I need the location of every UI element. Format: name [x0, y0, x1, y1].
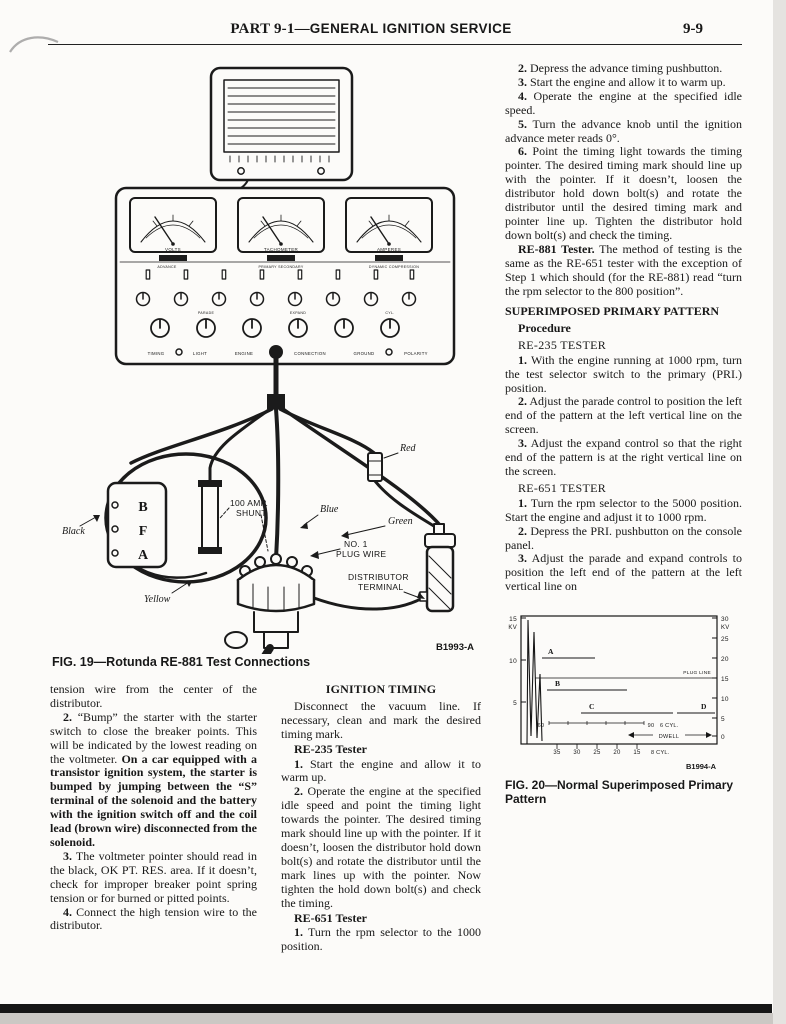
scan-bottom-bar [0, 1004, 772, 1013]
page-header [0, 20, 742, 38]
dwell-6cyl-tick-60: 60 [537, 723, 545, 730]
dwell-8cyl-tick-30: 30 [573, 750, 581, 757]
step-1 [505, 497, 742, 525]
console-knobs-row2 [151, 319, 399, 337]
plug-wire-label-line2: PLUG WIRE [336, 549, 387, 559]
step-text: Operate the engine at the specified idle speed and point the timing light towards the pointer. The desired timing mark should line up with the pointer. If it doesn’t, loosen the distributor hold down bolt(s) and rotate the distributor until the mark lines up with the pointer. Now tighten the hold down bolt(s) and check the timing. [281, 784, 482, 910]
timing-light-jack [176, 349, 182, 355]
left-tick-15: 15 [509, 616, 517, 624]
red-lead-connector [368, 453, 398, 481]
toggle-switches [146, 270, 414, 279]
step-6 [505, 145, 742, 242]
meter-label-volts: VOLTS [165, 247, 181, 252]
step-number: 2. [518, 523, 527, 538]
right-tick-25: 25 [721, 636, 729, 644]
step-text: Start the engine and allow it to warm up. [530, 74, 726, 89]
subheading-procedure: Procedure [518, 320, 571, 335]
step-number: 3. [518, 551, 527, 566]
dwell-8cyl-tick-35: 35 [553, 750, 561, 757]
right-tick-5: 5 [721, 716, 725, 724]
re881-lead: RE-881 Tester. [518, 241, 595, 256]
paragraph-re881-tester [505, 243, 742, 299]
step-number: 3. [63, 848, 72, 863]
right-tick-30: 30 [721, 616, 729, 624]
left-tick-10: 10 [509, 658, 517, 666]
plug-line-label: PLUG LINE [683, 671, 711, 677]
meter-label-tachometer: TACHOMETER [263, 247, 299, 252]
page-title: GENERAL IGNITION SERVICE [309, 21, 512, 36]
section-heading-superimposed-primary-pattern: SUPERIMPOSED PRIMARY PATTERN [505, 304, 720, 319]
scan-right-edge [773, 0, 786, 1024]
step-number: 2. [518, 394, 527, 409]
step-text: “Bump” the starter with the starter switch to close the breaker points. This will be indicated by the lowest reading on the voltmeter. [50, 709, 258, 766]
dwell-8cyl-tick-20: 20 [613, 750, 621, 757]
fig20-linework [521, 616, 717, 749]
step-number: 3. [518, 74, 527, 89]
step-number: 1. [294, 925, 303, 940]
terminal-b-label: B [138, 500, 148, 515]
column-middle [281, 683, 481, 954]
step-1 [281, 758, 481, 786]
step-text: Turn the advance knob until the ignition advance meter reads 0°. [505, 116, 742, 145]
fig19-linework [80, 68, 455, 654]
step-text: Start the engine and allow it to warm up. [281, 756, 481, 785]
left-axis-unit: KV [508, 625, 517, 632]
step-3 [50, 850, 257, 906]
step-3 [505, 552, 742, 594]
step-number: 4. [63, 904, 72, 919]
cable-wrap-band [267, 394, 285, 409]
scan-bottom-edge [0, 1013, 786, 1024]
fig20-labels [508, 616, 729, 771]
console-label-advance: ADVANCE [157, 265, 177, 269]
scope-scale-ticks [230, 156, 329, 162]
right-axis-ticks [712, 618, 717, 736]
paragraph-continuation: tension wire from the center of the distributor. [50, 682, 257, 710]
terminal-f-label: F [138, 524, 148, 539]
shunt-label-line1: 100 AMP. [230, 498, 269, 508]
trace-label-b: B [555, 679, 561, 689]
distributor-terminal-label-line2: TERMINAL [358, 582, 404, 592]
knob-label-cyl: CYL. [385, 311, 395, 315]
figure-20-caption: FIG. 20—Normal Superimposed Primary Pattern [505, 778, 734, 807]
dwell-8cyl-ticks [557, 744, 637, 749]
step-text: Adjust the parade and expand controls to position the left end of the pattern at the left vertical line on [505, 551, 742, 594]
console-label-connection: CONNECTION [294, 351, 326, 356]
step-number: 3. [518, 436, 527, 451]
step-number: 2. [518, 61, 527, 75]
dwell-label: DWELL [658, 734, 680, 741]
step-text: Connect the high tension wire to the distributor. [50, 904, 258, 933]
page-number: 9-9 [683, 21, 703, 37]
figure-19 [48, 56, 503, 654]
step-5 [505, 118, 742, 146]
step-text: The voltmeter pointer should read in the black, OK PT. RES. area. If it doesn’t, check for improper breaker point spring tension or for burned or pitted points. [50, 848, 257, 905]
right-tick-15: 15 [721, 676, 729, 684]
right-axis-unit: KV [721, 625, 730, 632]
subheading-re651-tester: RE-651 Tester [294, 910, 367, 925]
right-tick-10: 10 [721, 696, 729, 704]
knob-label-expand: EXPAND [289, 311, 307, 315]
step-number: 1. [518, 495, 527, 510]
distributor [225, 554, 314, 654]
part-label: PART 9-1— [230, 21, 310, 37]
console-label-dynamic-compression: DYNAMIC COMPRESSION [368, 265, 420, 269]
red-lead-label: Red [400, 443, 416, 454]
section-heading-ignition-timing: IGNITION TIMING [325, 682, 437, 696]
step-text: Adjust the parade control to position the left end of the pattern at the left vertical line on the screen. [505, 394, 742, 437]
meter-label-amperes: AMPERES [376, 247, 402, 252]
step-number: 2. [294, 784, 303, 799]
trace-label-d: D [701, 702, 707, 712]
console-label-engine: ENGINE [234, 351, 254, 356]
left-tick-5: 5 [513, 700, 517, 708]
console-label-timing: TIMING [147, 351, 165, 356]
step-number: 1. [518, 352, 527, 367]
step-2 [281, 785, 481, 910]
dwell-8cyl-tick-25: 25 [593, 750, 601, 757]
shunt-label-line2: SHUNT [236, 508, 267, 518]
column-right [505, 62, 742, 806]
step-text: Turn the rpm selector to the 1000 position. [281, 925, 481, 954]
step-2 [505, 395, 742, 437]
step-2 [505, 525, 742, 553]
console-label-polarity: POLARITY [404, 351, 428, 356]
dwell-6cyl-label: 6 CYL. [660, 723, 679, 730]
step-number: 5. [518, 116, 527, 131]
step-3 [505, 76, 742, 90]
console-label-light: LIGHT [192, 351, 208, 356]
ignition-coil [420, 524, 455, 611]
plug-wire-label-line1: NO. 1 [344, 539, 368, 549]
dwell-6cyl-tick-90: 90 [647, 723, 655, 730]
step-text: With the engine running at 1000 rpm, turn the test selector switch to the primary (PRI.) position. [505, 352, 742, 395]
column-left [50, 683, 257, 933]
re881-text: The method of testing is the same as the RE-651 tester with the exception of Step 1 which should (for the RE-881) read “turn the rpm selector to the 800 position”. [505, 241, 742, 298]
step-2 [50, 711, 257, 850]
subheading-re235-tester: RE-235 TESTER [518, 337, 607, 352]
step-text: Depress the advance timing pushbutton. [530, 61, 723, 75]
step-text: Depress the PRI. pushbutton on the console panel. [505, 523, 742, 552]
step-text: Point the timing light towards the timing pointer. The desired timing mark should line up with the pointer. If it doesn’t, loosen the distributor hold down bolt(s) and rotate the distributor until the desired timing mark and pointer line up. Tighten the distributor hold down bolt(s) and check the timing. [505, 144, 743, 242]
terminal-a-label: A [137, 548, 149, 563]
subheading-re235-tester: RE-235 Tester [294, 741, 367, 756]
yellow-lead-label: Yellow [144, 594, 171, 605]
subheading-re651-tester: RE-651 TESTER [518, 480, 607, 495]
dwell-8cyl-tick-15: 15 [633, 750, 641, 757]
left-axis-ticks [521, 618, 526, 702]
step-number: 6. [518, 144, 527, 159]
step-3 [505, 437, 742, 479]
trace-label-a: A [548, 647, 554, 657]
fig20-code: B1994-A [685, 762, 716, 772]
step-number: 4. [518, 88, 527, 103]
paragraph-intro: Disconnect the vacuum line. If necessary, clean and mark the desired timing mark. [281, 698, 481, 741]
step-1 [281, 926, 481, 954]
step-text: Adjust the expand control so that the right end of the pattern is at the right vertical line on the screen. [505, 436, 742, 478]
right-tick-20: 20 [721, 656, 729, 664]
right-tick-0: 0 [721, 734, 725, 742]
oscilloscope [211, 68, 352, 188]
dwell-6cyl-scale [549, 721, 644, 725]
knob-label-parade: PARADE [197, 311, 215, 315]
step-text: Turn the rpm selector to the 5000 position. Start the engine and adjust it to 1000 rpm. [505, 495, 742, 524]
step-4 [505, 90, 742, 118]
step-1 [505, 354, 742, 396]
figure-19-caption: FIG. 19—Rotunda RE-881 Test Connections [52, 655, 311, 669]
black-lead-label: Black [62, 526, 85, 537]
distributor-terminal-label-line1: DISTRIBUTOR [348, 572, 409, 582]
step-number: 1. [294, 756, 303, 771]
step-number: 2. [63, 709, 72, 724]
test-console [116, 188, 454, 364]
trace-label-c: C [589, 702, 595, 712]
step-text: Operate the engine at the specified idle speed. [505, 88, 743, 117]
console-label-primary-secondary: PRIMARY SECONDARY [258, 265, 304, 269]
fig19-code: B1993-A [436, 642, 475, 653]
green-lead-label: Green [388, 516, 413, 527]
step-text-bold: On a car equipped with a transistor ignition system, the starter is bumped by jumping between the “S” terminal of the solenoid and the battery with the ignition switch off and the coil lead (brown wire) disconnected from the solenoid. [50, 751, 258, 849]
console-label-ground: GROUND [353, 351, 375, 356]
blue-lead-label: Blue [320, 504, 339, 515]
fig20-chart [505, 610, 742, 772]
dwell-8cyl-label: 8 CYL. [651, 750, 670, 757]
step-2 [505, 62, 742, 76]
fig19-illustration [48, 56, 503, 654]
step-4 [50, 906, 257, 934]
console-knobs-row1 [137, 293, 416, 306]
header-rule [48, 44, 742, 45]
ground-polarity-jack [386, 349, 392, 355]
figure-20 [505, 610, 742, 806]
